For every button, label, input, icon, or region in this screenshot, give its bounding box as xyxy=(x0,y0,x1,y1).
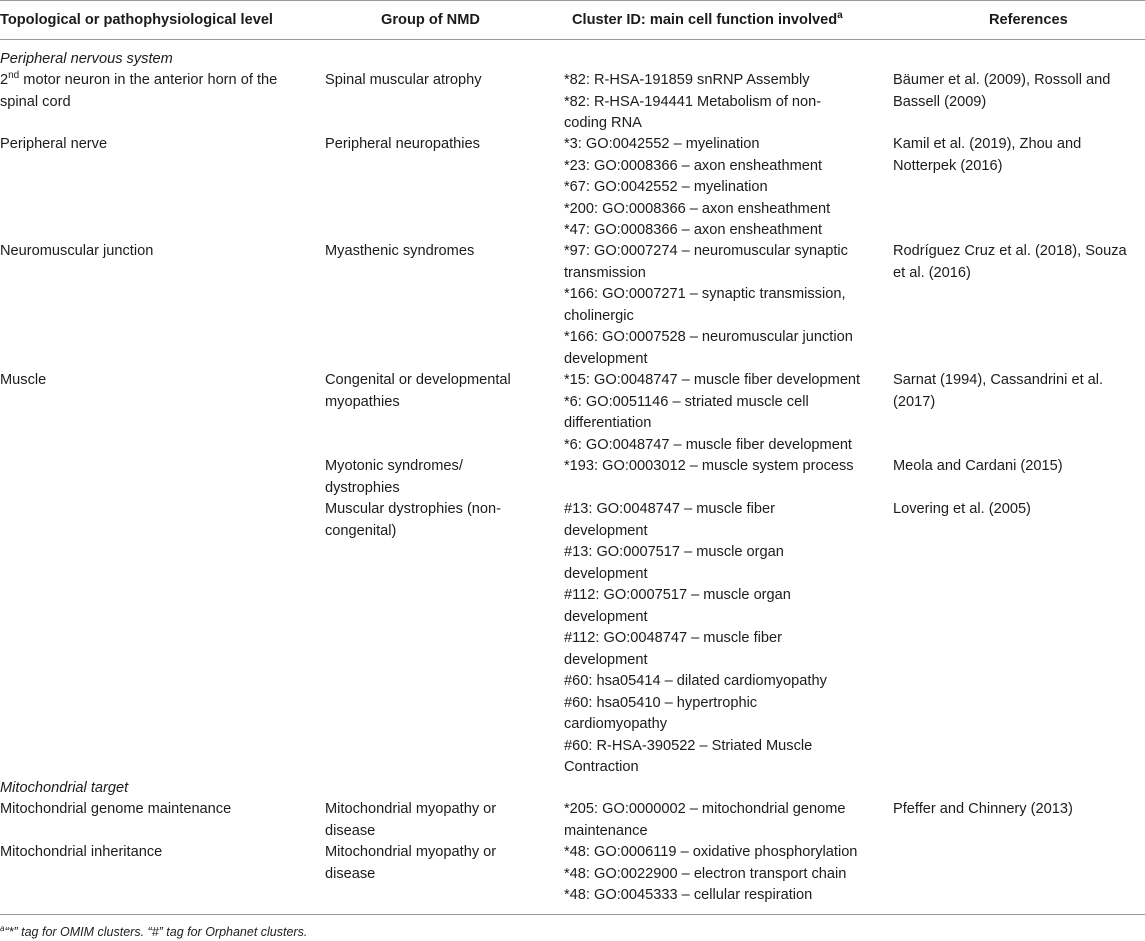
row7-group-line: disease xyxy=(325,822,376,839)
table-footnote xyxy=(0,925,307,939)
row3-level-line: Neuromuscular junction xyxy=(0,243,154,259)
row6-clusters-line: development xyxy=(564,651,648,668)
row1-references-line: Bassell (2009) xyxy=(893,93,987,110)
row7-references-line: Pfeffer and Chinnery (2013) xyxy=(893,801,1073,817)
row3-level xyxy=(0,241,312,263)
row3-clusters-line: *166: GO:0007271 – synaptic transmission, xyxy=(564,286,846,302)
row3-clusters-line: development xyxy=(564,350,648,367)
row2-clusters-line: *23: GO:0008366 – axon ensheathment xyxy=(564,157,823,174)
row1-references-line: Bäumer et al. (2009), Rossoll and xyxy=(893,72,1111,88)
row3-references xyxy=(893,241,1138,284)
row4-clusters-line: *6: GO:0048747 – muscle fiber development xyxy=(564,436,852,453)
row1-group-line: Spinal muscular atrophy xyxy=(325,72,482,88)
row3-group xyxy=(325,241,540,263)
row6-clusters-line: development xyxy=(564,608,648,625)
footnote-mark: a xyxy=(0,923,5,933)
row2-references xyxy=(893,134,1138,177)
row4-clusters xyxy=(564,370,882,456)
row4-clusters-line: differentiation xyxy=(564,415,652,431)
row8-group-line: disease xyxy=(325,865,376,882)
row6-references xyxy=(893,499,1138,521)
row6-clusters-line: development xyxy=(564,522,648,539)
row6-group-line: congenital) xyxy=(325,522,397,539)
row5-group-line: Myotonic syndromes/ xyxy=(325,458,463,474)
table-bottom-rule xyxy=(0,914,1145,915)
row3-references-line: et al. (2016) xyxy=(893,264,971,281)
row7-clusters-line: maintenance xyxy=(564,822,648,839)
row8-group-line: Mitochondrial myopathy or xyxy=(325,844,497,860)
row6-clusters-line: #112: GO:0007517 – muscle organ xyxy=(564,587,791,603)
row2-clusters-line: *3: GO:0042552 – myelination xyxy=(564,136,760,152)
row2-clusters-line: *47: GO:0008366 – axon ensheathment xyxy=(564,222,823,238)
row1-references xyxy=(893,70,1138,113)
row6-clusters-line: #13: GO:0048747 – muscle fiber xyxy=(564,501,775,517)
row1-clusters xyxy=(564,70,882,135)
row6-clusters-line: #13: GO:0007517 – muscle organ xyxy=(564,544,784,560)
row6-clusters-line: #112: GO:0048747 – muscle fiber xyxy=(564,630,782,646)
row7-clusters xyxy=(564,799,882,842)
row6-clusters xyxy=(564,499,882,779)
row5-references-line: Meola and Cardani (2015) xyxy=(893,458,1063,474)
row3-group-line: Myasthenic syndromes xyxy=(325,243,475,259)
row7-references xyxy=(893,799,1138,821)
row4-references-line: Sarnat (1994), Cassandrini et al. xyxy=(893,372,1104,388)
row3-clusters xyxy=(564,241,882,370)
row8-clusters-line: *48: GO:0006119 – oxidative phosphorylation xyxy=(564,844,858,860)
row1-clusters-line: *82: R-HSA-191859 snRNP Assembly xyxy=(564,72,810,88)
header-cluster-text: Cluster ID: main cell function involved xyxy=(572,12,838,28)
row4-level-line: Muscle xyxy=(0,372,47,388)
row7-group xyxy=(325,799,540,842)
row4-group-line: myopathies xyxy=(325,393,400,410)
row2-group-line: Peripheral neuropathies xyxy=(325,136,480,152)
row2-clusters xyxy=(564,134,882,242)
row8-group xyxy=(325,842,540,885)
row1-level-sup: nd xyxy=(8,70,20,82)
row6-group xyxy=(325,499,540,542)
row1-clusters-line: coding RNA xyxy=(564,115,642,131)
row7-level-line: Mitochondrial genome maintenance xyxy=(0,801,232,817)
row2-references-line: Notterpek (2016) xyxy=(893,157,1003,174)
row5-group xyxy=(325,456,540,499)
row7-group-line: Mitochondrial myopathy or xyxy=(325,801,497,817)
row2-level xyxy=(0,134,312,156)
row8-clusters-line: *48: GO:0022900 – electron transport chain xyxy=(564,865,847,882)
row2-clusters-line: *200: GO:0008366 – axon ensheathment xyxy=(564,200,831,217)
row6-clusters-line: Contraction xyxy=(564,759,639,775)
header-level: Topological or pathophysiological level xyxy=(0,12,273,28)
section-peripheral-nervous-system: Peripheral nervous system xyxy=(0,51,173,67)
row2-group xyxy=(325,134,540,156)
row5-clusters-line: *193: GO:0003012 – muscle system process xyxy=(564,458,854,474)
row6-references-line: Lovering et al. (2005) xyxy=(893,501,1031,517)
row5-clusters xyxy=(564,456,882,478)
header-cluster xyxy=(572,10,843,32)
row3-references-line: Rodríguez Cruz et al. (2018), Souza xyxy=(893,243,1127,259)
row7-level xyxy=(0,799,312,821)
row1-clusters-line: *82: R-HSA-194441 Metabolism of non- xyxy=(564,93,822,110)
row4-group xyxy=(325,370,540,413)
row7-clusters-line: *205: GO:0000002 – mitochondrial genome xyxy=(564,801,846,817)
row4-level xyxy=(0,370,312,392)
row1-level-line: 2nd motor neuron in the anterior horn of the xyxy=(0,70,278,88)
row3-clusters-line: *166: GO:0007528 – neuromuscular junction xyxy=(564,329,853,345)
row6-clusters-line: #60: R-HSA-390522 – Striated Muscle xyxy=(564,737,813,754)
row1-level-line: spinal cord xyxy=(0,93,71,110)
row1-group xyxy=(325,70,540,92)
row3-clusters-line: transmission xyxy=(564,264,646,281)
row4-clusters-line: *15: GO:0048747 – muscle fiber development xyxy=(564,372,861,388)
row8-clusters-line: *48: GO:0045333 – cellular respiration xyxy=(564,887,813,903)
row5-references xyxy=(893,456,1138,478)
row6-group-line: Muscular dystrophies (non- xyxy=(325,501,502,517)
row3-clusters-line: *97: GO:0007274 – neuromuscular synaptic xyxy=(564,243,848,259)
row6-clusters-line: #60: hsa05414 – dilated cardiomyopathy xyxy=(564,673,827,689)
footnote-text: “*” tag for OMIM clusters. “#” tag for Orphanet clusters. xyxy=(4,925,308,939)
row4-clusters-line: *6: GO:0051146 – striated muscle cell xyxy=(564,393,809,410)
row2-references-line: Kamil et al. (2019), Zhou and xyxy=(893,136,1082,152)
row4-group-line: Congenital or developmental xyxy=(325,372,511,388)
row8-level-line: Mitochondrial inheritance xyxy=(0,844,163,860)
row6-clusters-line: development xyxy=(564,565,648,582)
row4-references-line: (2017) xyxy=(893,393,936,410)
header-cluster-footnote-mark: a xyxy=(837,10,843,22)
row6-clusters-line: cardiomyopathy xyxy=(564,716,668,732)
row8-clusters xyxy=(564,842,882,907)
row1-level xyxy=(0,70,312,113)
header-references: References xyxy=(989,12,1068,28)
row2-clusters-line: *67: GO:0042552 – myelination xyxy=(564,179,768,195)
row1-level-text: motor neuron in the anterior horn of the xyxy=(19,72,278,88)
row2-level-line: Peripheral nerve xyxy=(0,136,108,152)
row5-group-line: dystrophies xyxy=(325,479,400,496)
table-header xyxy=(0,0,1145,40)
section-mitochondrial-target: Mitochondrial target xyxy=(0,780,129,796)
row4-references xyxy=(893,370,1138,413)
header-group: Group of NMD xyxy=(381,12,480,28)
row8-level xyxy=(0,842,312,864)
row6-clusters-line: #60: hsa05410 – hypertrophic xyxy=(564,694,758,711)
row3-clusters-line: cholinergic xyxy=(564,307,634,324)
